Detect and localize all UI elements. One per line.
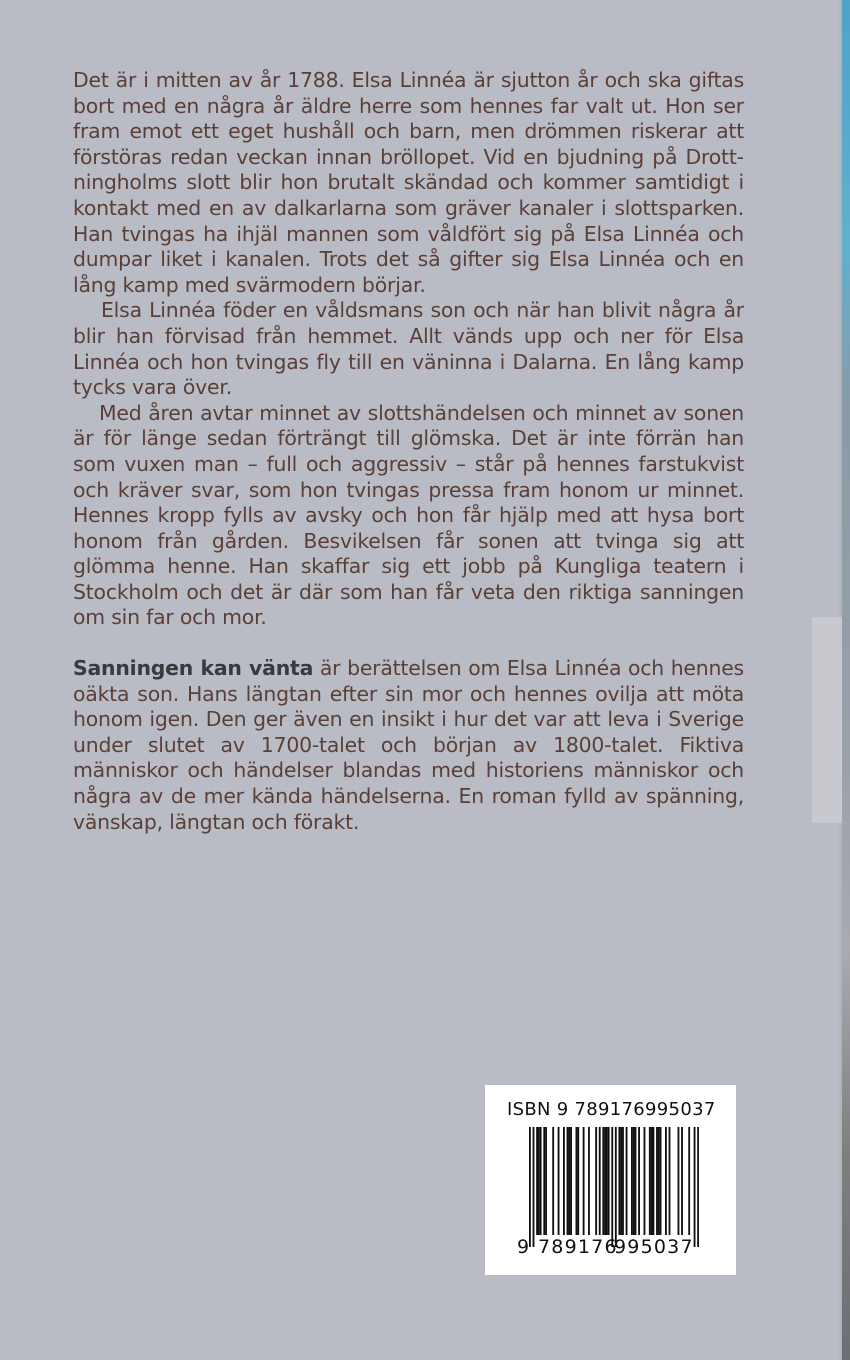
- barcode-bar: [618, 1127, 620, 1235]
- barcode-bar: [540, 1127, 542, 1235]
- barcode-bar: [606, 1127, 608, 1235]
- barcode-bar: [567, 1127, 569, 1235]
- barcode-bar: [543, 1127, 545, 1235]
- barcode-bar: [633, 1127, 635, 1235]
- blurb-paragraph-3: Med åren avtar minnet av slottshändelsen och minnet av sonen är för länge sedan förträngt till glömska. Det är inte förrän han som vuxen man – full och aggressiv – står på hennes farstukvist och kräver svar, som hon tvingas pressa fram honom ur minnet. Hennes kropp fylls av avsky och hon får hjälp med att hysa bort honom från gården. Besvikelsen får sonen att tvinga sig att glömma henne. Han skaffar sig ett jobb på Kungliga teatern i Stockholm och det är där som han får veta den riktiga sanningen om sin far och mor.: [73, 400, 744, 630]
- barcode-bar: [558, 1127, 560, 1235]
- barcode-bar: [651, 1127, 653, 1235]
- barcode-bar: [576, 1127, 578, 1235]
- barcode-bar: [568, 1127, 570, 1235]
- blurb-text: [73, 68, 744, 835]
- isbn-digit-lead: 9: [517, 1236, 531, 1258]
- barcode-bar: [638, 1127, 640, 1235]
- barcode-bars: [529, 1127, 699, 1247]
- blurb-paragraph-1: Det är i mitten av år 1788. Elsa Linnéa är sjutton år och ska giftas bort med en några år äldre herre som hennes far valt ut. Hon ser fram emot ett eget hushåll och barn, men drömmen riskerar att förstöras redan veckan innan bröllopet. Vid en bjudning på Drottningholms slott blir hon brutalt skändad och kommer samtidigt i kontakt med en av dalkarlarna som gräver kanaler i slottsparken. Han tvingas ha ihjäl mannen som våldfört sig på Elsa Linnéa och dumpar liket i kanalen. Trots det så gifter sig Elsa Linnéa och en lång kamp med svärmodern börjar.: [73, 68, 744, 297]
- barcode-bar: [536, 1127, 538, 1235]
- barcode-bar: [595, 1127, 597, 1235]
- barcode-bar: [681, 1127, 683, 1235]
- barcode-bar: [656, 1127, 658, 1235]
- isbn-digits-group-1: 789176: [538, 1236, 618, 1258]
- side-tab: [812, 617, 842, 823]
- barcode-bar: [588, 1127, 590, 1235]
- barcode-bar: [538, 1127, 540, 1235]
- barcode-bar: [622, 1127, 624, 1235]
- spine-edge: [842, 0, 850, 1360]
- barcode-bar: [635, 1127, 637, 1235]
- barcode-bar: [694, 1127, 696, 1247]
- blurb-paragraph-4: [73, 656, 744, 835]
- barcode-bar: [620, 1127, 622, 1235]
- barcode-bar: [631, 1127, 633, 1235]
- barcode-bar: [626, 1127, 628, 1235]
- barcode-bar: [563, 1127, 565, 1235]
- barcode-bar: [611, 1127, 613, 1247]
- barcode-bar: [608, 1127, 610, 1235]
- blurb-paragraph-4-text: är berättelsen om Elsa Linnéa och hennes oäkta son. Hans längtan efter sin mor och hennes ovilja att möta honom igen. Den ger även en insikt i hur det var att leva i Sverige under slutet av 1700-talet och början av 1800-talet. Fiktiva människor och händelser blandas med historiens människor och några av de mer kända händelserna. En roman fylld av spänning, vänskap, längtan och förakt.: [73, 656, 744, 834]
- barcode-bar: [669, 1127, 671, 1235]
- barcode-bar: [688, 1127, 690, 1235]
- isbn-digits-group-2: 995037: [614, 1236, 694, 1258]
- isbn-barcode: [485, 1085, 736, 1275]
- barcode-bar: [665, 1127, 667, 1235]
- barcode-bar: [602, 1127, 604, 1235]
- barcode-bar: [660, 1127, 662, 1235]
- barcode-bar: [552, 1127, 554, 1235]
- barcode-bar: [649, 1127, 651, 1235]
- barcode-bar: [570, 1127, 572, 1235]
- isbn-label: ISBN 9 789176995037: [507, 1099, 716, 1120]
- barcode-bar: [599, 1127, 601, 1235]
- blurb-paragraph-2: Elsa Linnéa föder en våldsmans son och när han blivit några år blir han förvisad från hemmet. Allt vänds upp och ner för Elsa Linnéa och hon tvingas fly till en väninna i Dalarna. En lång kamp tycks vara över.: [73, 298, 744, 400]
- barcode-bar: [615, 1127, 617, 1247]
- barcode-bar: [577, 1127, 579, 1235]
- barcode-bar: [644, 1127, 646, 1235]
- barcode-bar: [533, 1127, 535, 1247]
- barcode-bar: [678, 1127, 680, 1235]
- barcode-bar: [658, 1127, 660, 1235]
- barcode-bar: [604, 1127, 606, 1235]
- barcode-bar: [652, 1127, 654, 1235]
- barcode-bar: [545, 1127, 547, 1235]
- barcode-bar: [529, 1127, 531, 1247]
- barcode-bar: [583, 1127, 585, 1235]
- book-title: Sanningen kan vänta: [73, 656, 314, 681]
- barcode-bar: [697, 1127, 699, 1247]
